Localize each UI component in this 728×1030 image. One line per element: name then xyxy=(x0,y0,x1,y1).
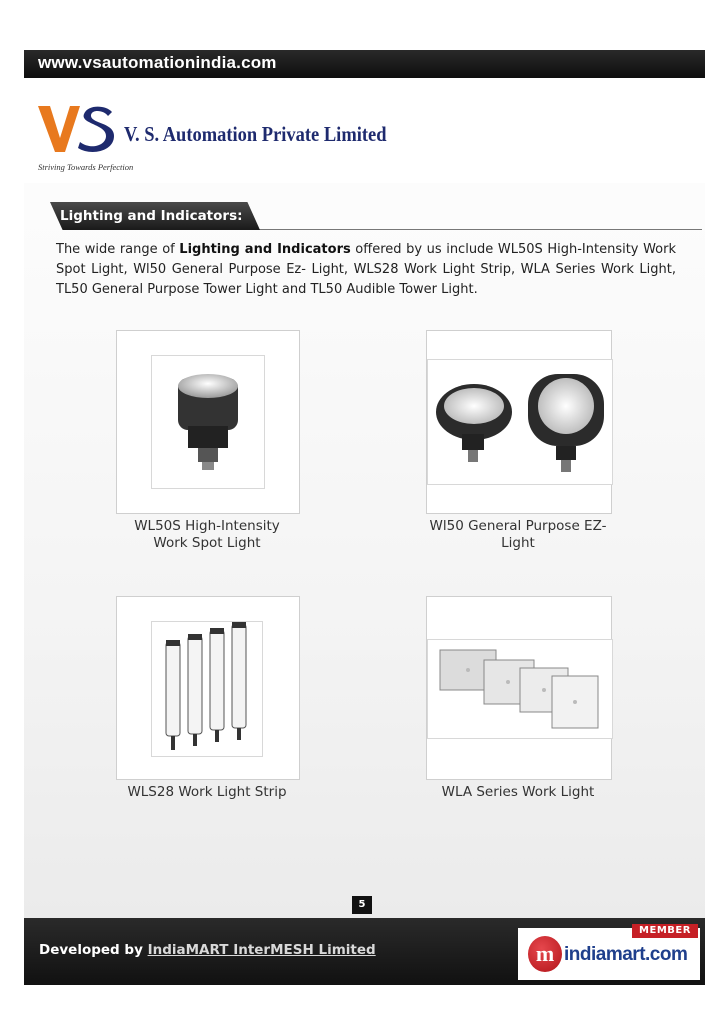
intro-text-bold: Lighting and Indicators xyxy=(179,242,351,257)
light-strip-icon xyxy=(152,622,262,756)
spot-light-icon xyxy=(152,356,264,488)
product-card-3[interactable] xyxy=(116,596,300,780)
footer-credit xyxy=(39,942,376,958)
ez-light-icon xyxy=(428,360,612,484)
company-logo xyxy=(36,102,116,156)
product-card-1[interactable] xyxy=(116,330,300,514)
product-image-frame xyxy=(151,355,265,489)
company-name: V. S. Automation Private Limited xyxy=(124,122,387,146)
footer-developer-link[interactable]: IndiaMART InterMESH Limited xyxy=(147,942,376,958)
section-title: Lighting and Indicators: xyxy=(60,208,243,224)
top-bar xyxy=(24,50,705,78)
product-image-frame xyxy=(151,621,263,757)
logo-v-letter xyxy=(38,106,80,152)
tagline: Striving Towards Perfection xyxy=(38,162,134,172)
site-url[interactable]: www.vsautomationindia.com xyxy=(38,53,277,72)
logo-s-letter xyxy=(78,107,114,152)
brochure-page xyxy=(24,50,705,985)
product-image-frame xyxy=(427,639,613,739)
intro-paragraph xyxy=(56,240,676,300)
intro-text-start: The wide range of xyxy=(56,242,180,257)
product-card-4[interactable] xyxy=(426,596,612,780)
section-rule xyxy=(254,229,702,230)
member-label: MEMBER xyxy=(632,924,698,938)
product-caption-4: WLA Series Work Light xyxy=(441,784,595,800)
work-light-panel-icon xyxy=(428,640,612,738)
product-caption-1: WL50S High-Intensity Work Spot Light xyxy=(134,518,280,551)
indiamart-logo-icon: m xyxy=(528,936,562,972)
intro-text-end: offered by us include WL50S High-Intensity Work Spot Light, Wl50 General Purpose Ez- Light, WLS28 Work Light Strip, WLA Series Work Light, TL50 General Purpose Tower Light and TL50 Audible Tower Light. xyxy=(56,242,676,297)
product-card-2[interactable] xyxy=(426,330,612,514)
footer-developed-by: Developed by xyxy=(39,942,148,958)
indiamart-brand: indiamart.com xyxy=(564,944,688,965)
product-caption-2: Wl50 General Purpose EZ-Light xyxy=(429,518,607,551)
product-caption-3: WLS28 Work Light Strip xyxy=(127,784,287,800)
page-number: 5 xyxy=(352,896,372,914)
product-image-frame xyxy=(427,359,613,485)
